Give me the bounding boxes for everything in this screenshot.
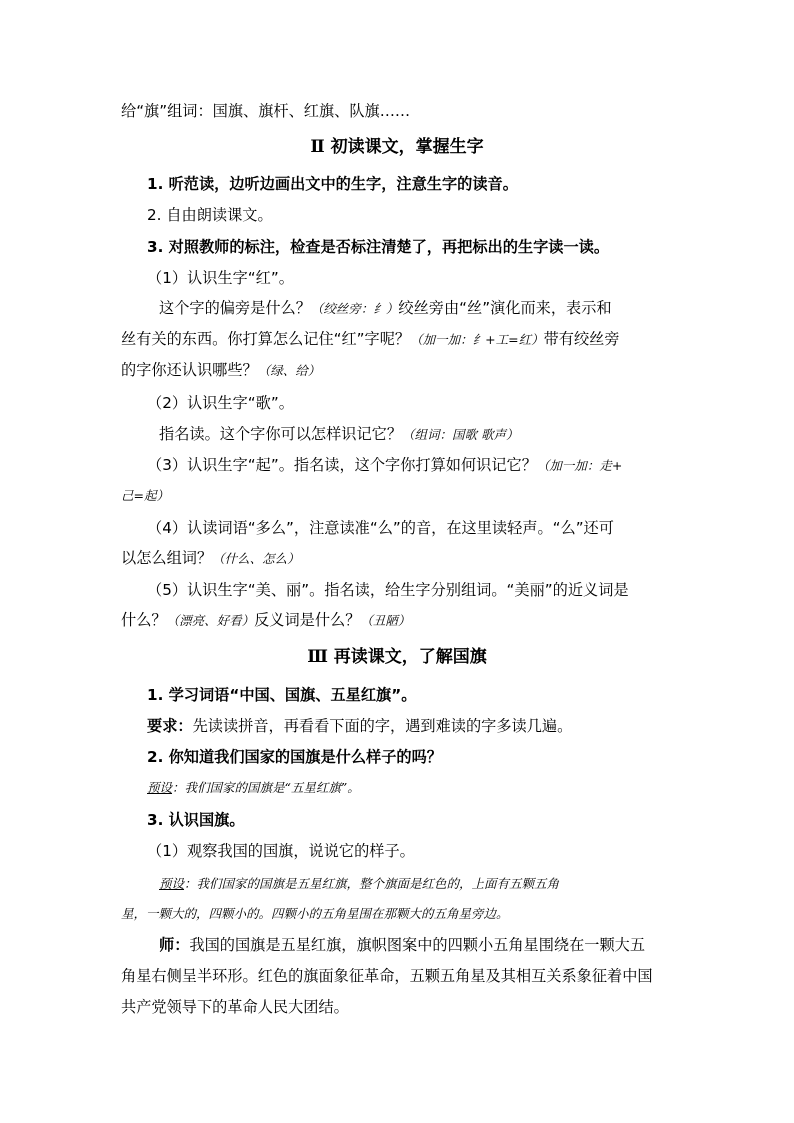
text-line [121,329,620,350]
text-span: 这个字的偏旁是什么？ [159,299,311,317]
annotation: 预设 [159,876,185,891]
text-line [147,777,360,798]
text-line: 3. 认识国旗。 [147,811,245,829]
annotation-line: 己=起） [121,488,169,503]
text-span: 我国的国旗是五星红旗，旗帜图案中的四颗小五角星围绕在一颗大五 [189,936,645,954]
text-line: （1）观察我国的国旗，说说它的样子。 [147,842,415,860]
text-line: 1. 听范读，边听边画出文中的生字，注意生字的读音。 [147,175,518,193]
text-span: 要求： [147,717,193,735]
text-line: 2. 你知道我们国家的国旗是什么样子的吗？ [147,748,442,766]
text-line [159,424,518,445]
text-span: 绞丝旁由“丝”演化而来，表示和 [398,299,612,317]
annotation: （加一加：走+ [536,458,623,473]
annotation: 预设 [147,780,173,795]
text-span: 以怎么组词？ [121,549,213,567]
section-heading: Ⅱ 初读课文，掌握生字 [310,137,484,157]
annotation: （什么、怎么） [212,551,300,566]
text-line: （4）认读词语“多么”，注意读准“么”的音，在这里读轻声。“么”还可 [147,519,614,537]
text-line [159,873,559,894]
annotation: （漂亮、好看） [166,613,255,628]
text-line [121,360,320,381]
text-span: （3）认识生字“起”。指名读，这个字你打算如何识记它？ [147,456,537,474]
annotation: （绞丝旁：纟） [310,301,399,316]
text-span: 反义词是什么？ [254,611,361,629]
text-line: 给“旗”组词：国旗、旗杆、红旗、队旗…… [121,102,411,120]
annotation-line: 星，一颗大的，四颗小的。四颗小的五角星围在那颗大的五角星旁边。 [121,906,509,921]
text-span: 丝有关的东西。你打算怎么记住“红”字呢？ [121,330,411,348]
text-line: 2. 自由朗读课文。 [147,206,273,224]
text-line: 1. 学习词语“中国、国旗、五星红旗”。 [147,686,417,704]
text-line [159,935,645,955]
text-span: 先读读拼音，再看看下面的字，遇到难读的字多读几遍。 [192,717,573,735]
text-span: 指名读。这个字你可以怎样识记它？ [159,425,402,443]
annotation: ：我们国家的国旗是“五星红旗”。 [172,780,360,795]
text-span: 的字你还认识哪些？ [121,361,258,379]
text-span: 带有绞丝旁 [543,330,620,348]
annotation: （丑陋） [360,613,411,628]
text-line: 共产党领导下的革命人民大团结。 [121,998,349,1016]
text-line: 3. 对照教师的标注，检查是否标注清楚了，再把标出的生字读一读。 [147,238,610,256]
text-line: （5）认识生字“美、丽”。指名读，给生字分别组词。“美丽”的近义词是 [147,581,629,599]
annotation: （组词：国歌 歌声） [402,427,519,442]
text-span: 什么？ [121,611,167,629]
text-line [159,298,612,319]
text-span: 师： [159,936,190,954]
text-line: 角星右侧呈半环形。红色的旗面象征革命，五颗五角星及其相互关系象征着中国 [121,967,653,985]
text-line: （2）认识生字“歌”。 [147,394,294,412]
text-line [121,548,300,569]
annotation: ：我们国家的国旗是五星红旗，整个旗面是红色的，上面有五颗五角 [184,876,560,891]
text-line: （1）认识生字“红”。 [147,269,294,287]
annotation: （绿、给） [257,363,321,378]
section-heading: Ⅲ 再读课文，了解国旗 [307,647,487,667]
text-line [147,716,572,736]
annotation: （加一加：纟+工=红） [410,332,544,347]
text-line [147,455,622,476]
text-line [121,610,410,631]
